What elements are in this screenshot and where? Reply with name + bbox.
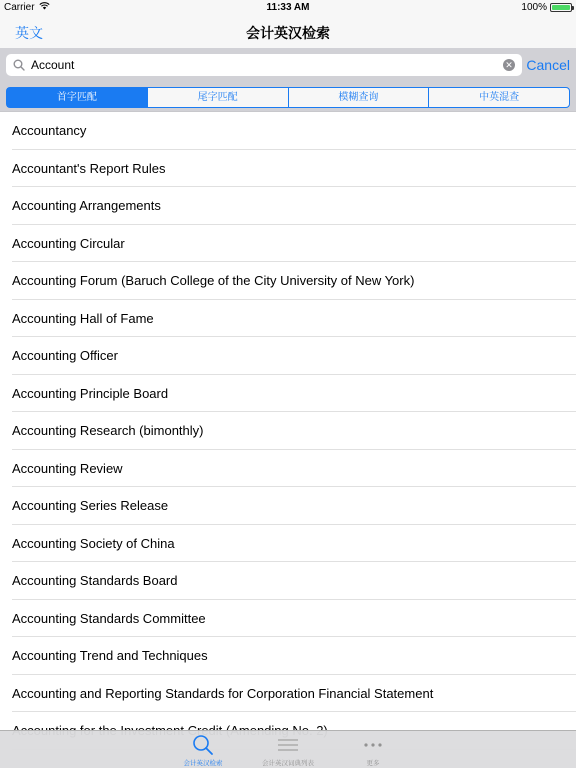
magnifier-icon: [191, 734, 215, 756]
clear-icon[interactable]: ✕: [503, 59, 515, 71]
search-box[interactable]: [6, 54, 522, 76]
list-item[interactable]: Accounting Circular: [0, 225, 576, 263]
list-item[interactable]: Accounting Hall of Fame: [0, 300, 576, 338]
tab-bar: [0, 730, 576, 768]
search-area: [0, 48, 576, 112]
list-item[interactable]: Accounting Review: [0, 450, 576, 488]
battery-fill: [552, 5, 570, 10]
list-item[interactable]: Accounting Arrangements: [0, 187, 576, 225]
search-input[interactable]: [26, 55, 503, 75]
language-toggle-button[interactable]: 英文: [15, 25, 43, 41]
list-item[interactable]: Accountancy: [0, 112, 576, 150]
tab-label: 会计英汉检索: [183, 760, 223, 767]
tab-label: 更多: [366, 760, 380, 767]
list-icon: [276, 734, 300, 756]
list-item[interactable]: Accounting Forum (Baruch College of the City University of New York): [0, 262, 576, 300]
more-dots-icon: [361, 734, 385, 756]
list-item[interactable]: Accounting and Reporting Standards for Corporation Financial Statement: [0, 675, 576, 713]
list-item[interactable]: Accounting Standards Committee: [0, 600, 576, 638]
tab-more[interactable]: [341, 731, 406, 768]
list-item[interactable]: Accounting Officer: [0, 337, 576, 375]
tab-search[interactable]: [171, 731, 236, 768]
list-item[interactable]: Accounting Research (bimonthly): [0, 412, 576, 450]
list-item[interactable]: Accounting Society of China: [0, 525, 576, 563]
battery-percent: 100%: [521, 2, 547, 13]
battery-icon: [550, 3, 572, 12]
segment-option[interactable]: 尾字匹配: [148, 88, 289, 107]
status-bar: [0, 0, 576, 16]
navigation-bar: [0, 16, 576, 48]
list-item[interactable]: Accounting Principle Board: [0, 375, 576, 413]
segment-option[interactable]: 首字匹配: [7, 88, 148, 107]
segment-option[interactable]: 模糊查询: [289, 88, 430, 107]
tab-label: 会计英汉词典列表: [262, 760, 314, 767]
list-item[interactable]: Accounting Trend and Techniques: [0, 637, 576, 675]
page-title: 会计英汉检索: [246, 25, 330, 41]
results-list: [0, 112, 576, 730]
status-time: 11:33 AM: [266, 2, 310, 13]
segment-option[interactable]: 中英混查: [479, 92, 520, 103]
search-mode-segmented-control: [6, 87, 570, 108]
search-icon: [13, 59, 26, 72]
list-item[interactable]: Accountant's Report Rules: [0, 150, 576, 188]
status-right: [521, 2, 572, 13]
list-item[interactable]: Accounting Series Release: [0, 487, 576, 525]
tab-dictionary-list[interactable]: [256, 731, 321, 768]
list-item[interactable]: Accounting Standards Board: [0, 562, 576, 600]
cancel-button[interactable]: Cancel: [526, 57, 570, 73]
carrier-label: Carrier: [4, 2, 35, 13]
